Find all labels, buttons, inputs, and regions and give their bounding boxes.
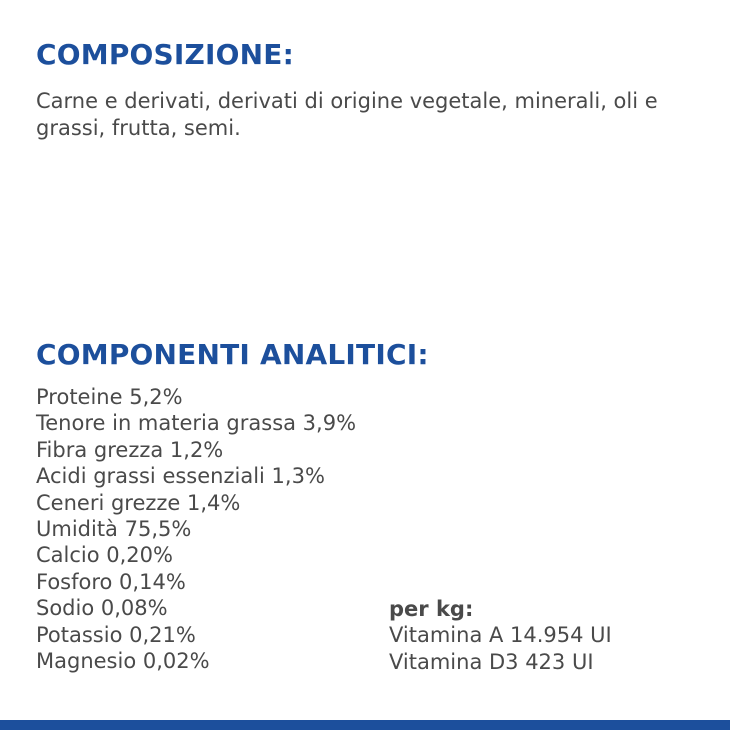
analytical-item-calcium: Calcio 0,20%: [36, 543, 173, 568]
analytical-item-moisture: Umidità 75,5%: [36, 517, 192, 542]
analytical-item-potassium: Potassio 0,21%: [36, 622, 196, 647]
per-kg-list: [389, 596, 612, 675]
analytical-list: [36, 384, 356, 674]
composition-heading: COMPOSIZIONE:: [36, 38, 295, 71]
per-kg-item-vitamin-d3: Vitamina D3 423 UI: [389, 649, 594, 674]
per-kg-item-vitamin-a: Vitamina A 14.954 UI: [389, 623, 612, 648]
analytical-item-fat: Tenore in materia grassa 3,9%: [36, 411, 357, 436]
composition-text: Carne e derivati, derivati di origine vegetale, minerali, oli e grassi, frutta, semi.: [36, 89, 658, 140]
analytical-item-fatty-acids: Acidi grassi essenziali 1,3%: [36, 464, 325, 489]
analytical-heading: COMPONENTI ANALITICI:: [36, 338, 429, 371]
analytical-item-fiber: Fibra grezza 1,2%: [36, 437, 224, 462]
per-kg-label: per kg:: [389, 597, 474, 621]
analytical-item-protein: Proteine 5,2%: [36, 385, 183, 409]
analytical-item-ash: Ceneri grezze 1,4%: [36, 490, 241, 515]
analytical-item-sodium: Sodio 0,08%: [36, 596, 168, 621]
analytical-item-phosphorus: Fosforo 0,14%: [36, 569, 186, 594]
bottom-bar: [0, 720, 730, 730]
analytical-item-magnesium: Magnesio 0,02%: [36, 649, 210, 674]
